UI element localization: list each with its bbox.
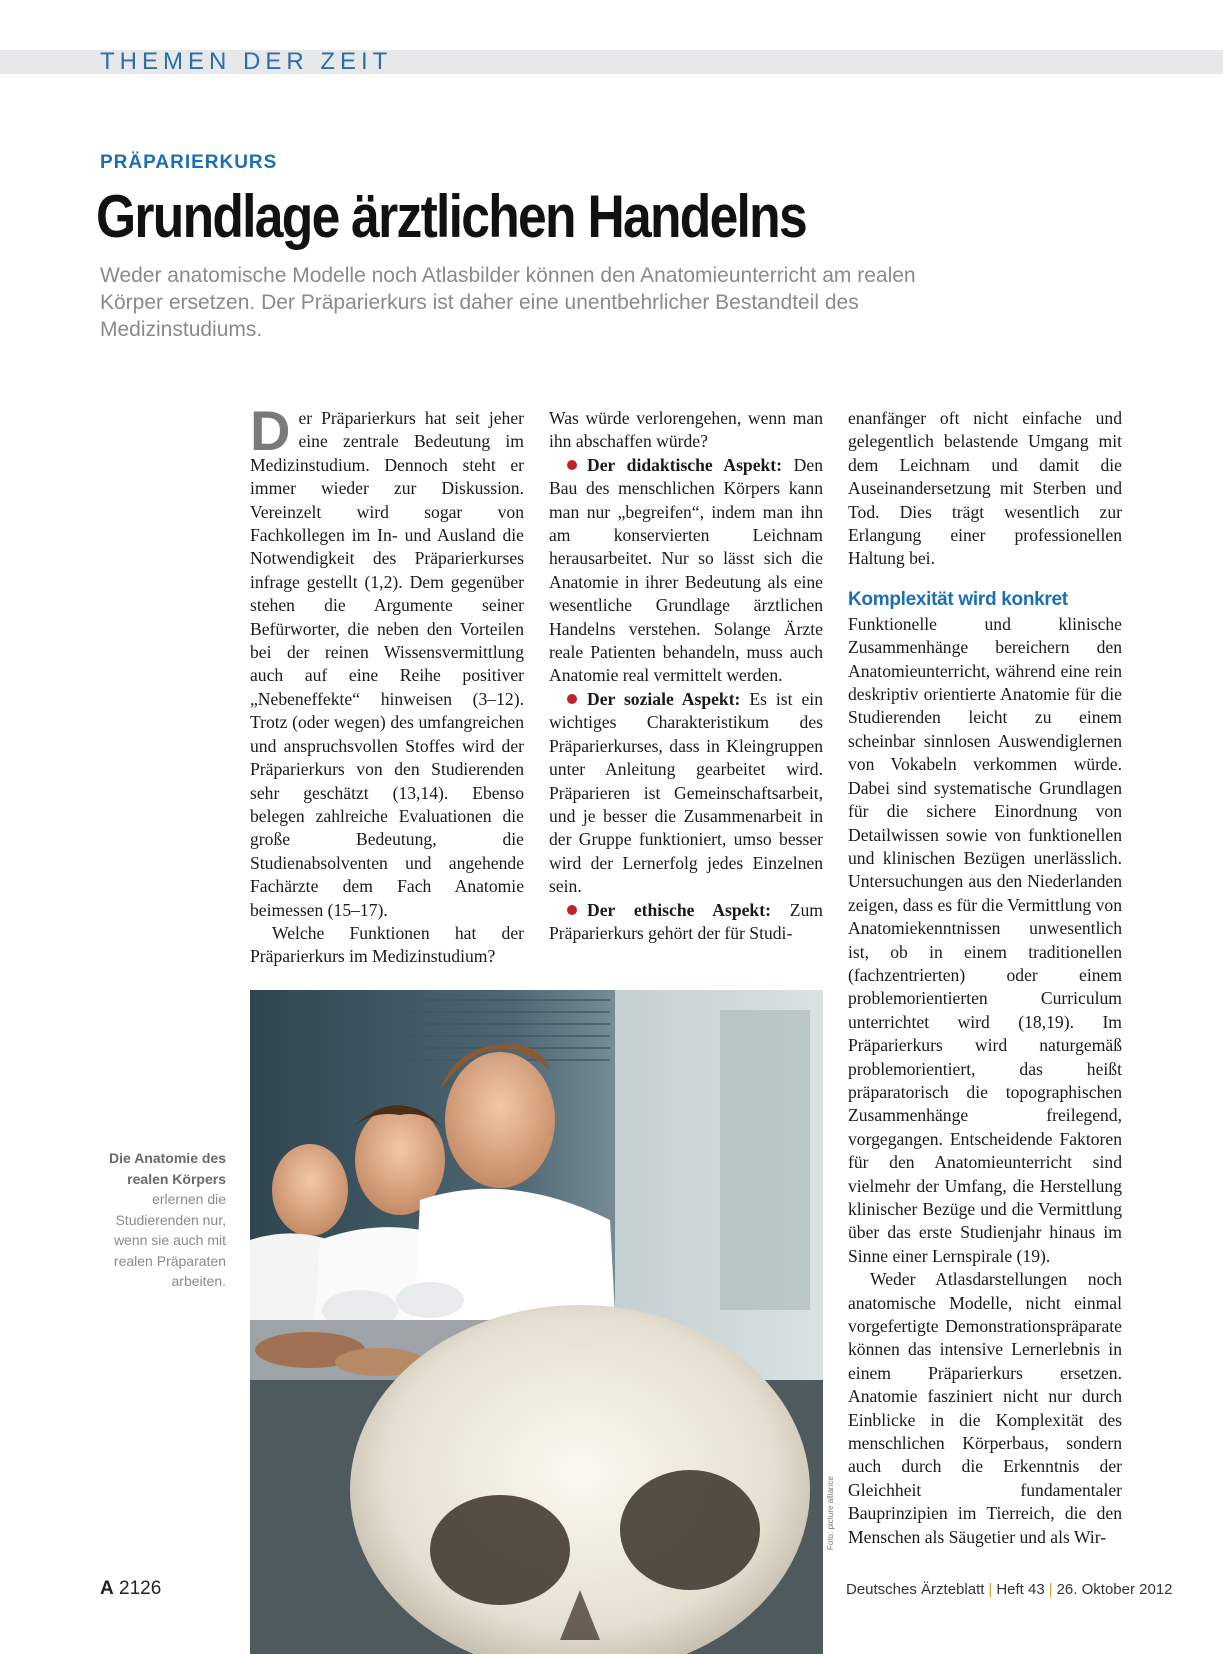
bullet-text: Es ist ein wichtiges Charakteristikum des Präparierkurses, dass in Kleingruppen unter Anleitung gearbeitet wird. Präparieren ist Gemeinschaftsarbeit, und je besser die Zusammenarbeit in der Gruppe funktioniert, umso besser wird der Lernerfolg jedes Einzelnen sein. bbox=[549, 688, 823, 897]
photo-credit: Foto: picture alliance bbox=[826, 1476, 835, 1550]
bullet-item-social bbox=[549, 688, 823, 899]
paragraph: Welche Funktionen hat der Präparierkurs im Medizinstudium? bbox=[250, 922, 524, 967]
caption-bold: Die Anatomie des realen Körpers bbox=[109, 1150, 226, 1187]
text-column-2 bbox=[549, 407, 823, 945]
paragraph: enanfänger oft nicht einfache und gelegentlich belastende Umgang mit dem Leichnam und damit die Auseinandersetzung mit Sterben und Tod. Dies trägt wesentlich zur Erlangung einer professionellen Haltung bei. bbox=[848, 408, 1122, 569]
bullet-heading: Der didaktische Aspekt: bbox=[587, 454, 783, 475]
bullet-icon bbox=[567, 694, 577, 704]
page-number-value: 2126 bbox=[119, 1578, 162, 1599]
article-title: Grundlage ärztlichen Handelns bbox=[96, 183, 806, 250]
bullet-icon bbox=[567, 905, 577, 915]
separator: | bbox=[1048, 1581, 1053, 1598]
bullet-icon bbox=[567, 460, 577, 470]
text-column-1 bbox=[250, 399, 524, 969]
page-number bbox=[100, 1577, 161, 1601]
subheading: Komplexität wird konkret bbox=[848, 588, 1068, 610]
page-prefix: A bbox=[100, 1578, 114, 1599]
bullet-heading: Der ethische Aspekt: bbox=[587, 899, 771, 920]
bullet-text: Den Bau des menschlichen Körpers kann man nur „begreifen“, indem man ihn am konservierten Leichnam herausarbeitet. Nur so lässt sich die Anatomie in ihrer Bedeutung als eine wesentliche Grundlage ärztlichen Handelns verstehen. Solange Ärzte reale Patienten behandeln, muss auch Anatomie real vermittelt werden. bbox=[549, 454, 823, 686]
article-kicker: PRÄPARIERKURS bbox=[100, 152, 278, 173]
photo-illustration bbox=[250, 990, 823, 1654]
bullet-item-didactic bbox=[549, 454, 823, 688]
paragraph: Was würde verlorengehen, wenn man ihn abschaffen würde? bbox=[549, 408, 823, 452]
bullet-item-ethical bbox=[549, 899, 823, 946]
article-photo bbox=[250, 990, 823, 1654]
section-label: THEMEN DER ZEIT bbox=[100, 48, 393, 75]
journal-footer bbox=[846, 1580, 1173, 1600]
paragraph: Weder Atlasdarstellungen noch anatomische Modelle, nicht einmal vorgefertigte Demonstrationspräparate können das intensive Lernerlebnis in einem Präparierkurs ersetzen. Anatomie fasziniert nicht nur durch Einblicke in die Komplexität des menschlichen Körperbaus, sondern auch durch die Erkenntnis der Gleichheit fundamentaler Bauprinzipien im Tierreich, die den Menschen als Säugetier und als Wir- bbox=[848, 1269, 1122, 1547]
photo-caption bbox=[80, 1148, 226, 1292]
paragraph bbox=[250, 399, 524, 922]
journal-name: Deutsches Ärzteblatt bbox=[846, 1581, 985, 1598]
paragraph-text: er Präparierkurs hat seit jeher eine zentrale Bedeutung im Medizinstudium. Dennoch steht er immer wieder zur Diskussion. Vereinzelt wird sogar von Fachkollegen im In- und Ausland die Notwendigkeit des Präparierkurses infrage gestellt (1,2). Dem gegenüber stehen die Argumente seiner Befürworter, die neben den Vorteilen bei der reinen Wissensvermittlung auch auf eine Reihe positiver „Nebeneffekte“ hinweisen (3–12). Trotz (oder wegen) des umfangreichen und anspruchsvollen Stoffes wird der Präparierkurs von den Studierenden sehr geschätzt (13,14). Ebenso belegen zahlreiche Evaluationen die große Bedeutung, die Studienabsolventen und angehende Fachärzte dem Fach Anatomie beimessen (15–17). bbox=[250, 408, 524, 920]
text-column-3 bbox=[848, 407, 1122, 1549]
issue-date: 26. Oktober 2012 bbox=[1056, 1581, 1173, 1598]
article-lead: Weder anatomische Modelle noch Atlasbilder können den Anatomieunterricht am realen Körper ersetzen. Der Präparierkurs ist daher eine unentbehrlicher Bestandteil des Medizinstudiums. bbox=[100, 264, 916, 341]
caption-text: erlernen die Studierenden nur, wenn sie auch mit realen Präparaten arbeiten. bbox=[113, 1191, 226, 1289]
paragraph: Funktionelle und klinische Zusammenhänge bereichern den Anatomieunterricht, während eine rein deskriptiv orientierte Anatomie für die Studierenden leicht zu einem scheinbar sinnlosen Auswendiglernen von Vokabeln verkommen würde. Dabei sind systematische Grundlagen für die sichere Einordnung von Detailwissen sowie von funktionellen und klinischen Bezügen unerlässlich. Untersuchungen aus den Niederlanden zeigen, dass es für die Vermittlung von Anatomiekenntnissen unwesentlich ist, ob in einem traditionellen (fachzentrierten) oder einem problemorientierten Curriculum unterrichtet wird (18,19). Im Präparierkurs wird naturgemäß problemorientiert, das heißt präparatorisch die topographischen Zusammenhänge freilegend, vorgegangen. Entscheidende Faktoren für den Anatomieunterricht sind vielmehr der Umfang, die Herstellung klinischer Bezüge und die Vermittlung über das erste Studienjahr hinaus im Sinne einer Lernspirale (19). bbox=[848, 613, 1122, 1266]
separator: | bbox=[988, 1581, 993, 1598]
issue: Heft 43 bbox=[996, 1581, 1045, 1598]
bullet-heading: Der soziale Aspekt: bbox=[587, 688, 741, 709]
bullet-text: Zum Präparierkurs gehört der für Studi- bbox=[549, 899, 823, 943]
drop-cap: D bbox=[250, 399, 291, 462]
